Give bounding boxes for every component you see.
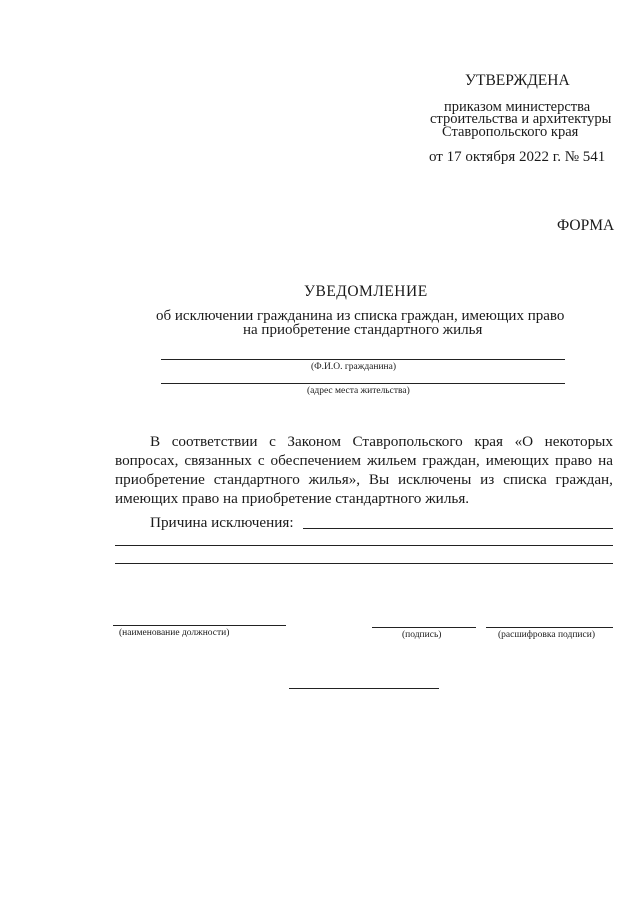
- address-line: [161, 383, 565, 384]
- body-word: списка: [503, 471, 547, 488]
- reason-line-2: [115, 545, 613, 546]
- body-word: Ставропольского: [352, 433, 463, 450]
- reason-label: Причина исключения:: [150, 514, 294, 531]
- body-text-line-4: имеющих право на приобретение стандартного жилья.: [115, 490, 470, 507]
- citizen-name-caption: (Ф.И.О. гражданина): [311, 362, 396, 372]
- position-line: [113, 625, 286, 626]
- body-word: обеспечением: [270, 452, 361, 469]
- body-word: некоторых: [544, 433, 613, 450]
- body-word: соответствии: [171, 433, 258, 450]
- approval-line-2: строительства и архитектуры: [430, 111, 612, 127]
- body-word: края: [474, 433, 504, 450]
- notice-subtitle-line-2: на приобретение стандартного жилья: [243, 322, 483, 338]
- approval-line-1: приказом министерства: [444, 99, 591, 115]
- approval-date-line: от 17 октября 2022 г. № 541: [429, 149, 606, 165]
- body-word: В: [150, 433, 161, 450]
- position-caption: (наименование должности): [119, 628, 230, 638]
- body-word: из: [480, 471, 495, 488]
- notice-title: УВЕДОМЛЕНИЕ: [304, 283, 428, 300]
- body-word: с: [257, 452, 265, 469]
- body-word: связанных: [184, 452, 252, 469]
- approval-title: УТВЕРЖДЕНА: [465, 72, 570, 89]
- address-caption: (адрес места жительства): [307, 386, 410, 396]
- approval-line-3: Ставропольского края: [442, 124, 579, 140]
- decryption-caption: (расшифровка подписи): [498, 630, 595, 640]
- body-word: граждан,: [422, 452, 480, 469]
- body-word: право: [555, 452, 593, 469]
- body-word: «О: [514, 433, 534, 450]
- notice-subtitle-line-1: об исключении гражданина из списка граждан, имеющих право: [156, 308, 565, 324]
- body-word: жилья»,: [308, 471, 361, 488]
- body-text-line-1: [150, 434, 613, 449]
- signature-caption: (подпись): [402, 630, 442, 640]
- body-text-line-2: [115, 453, 613, 468]
- body-word: Законом: [287, 433, 341, 450]
- signature-line: [372, 627, 476, 628]
- body-word: вопросах,: [115, 452, 179, 469]
- decryption-line: [486, 627, 613, 628]
- body-word: приобретение: [115, 471, 205, 488]
- closing-separator: [289, 688, 439, 689]
- reason-line-1: [303, 528, 613, 529]
- body-word: Вы: [368, 471, 390, 488]
- body-text-line-3: [115, 472, 613, 487]
- form-label: ФОРМА: [557, 217, 615, 234]
- reason-line-3: [115, 563, 613, 564]
- body-word: имеющих: [485, 452, 550, 469]
- body-word: с: [269, 433, 276, 450]
- body-word: граждан,: [555, 471, 613, 488]
- citizen-name-line: [161, 359, 565, 360]
- body-word: на: [598, 452, 613, 469]
- body-word: стандартного: [213, 471, 300, 488]
- body-word: исключены: [398, 471, 472, 488]
- body-word: жильем: [366, 452, 417, 469]
